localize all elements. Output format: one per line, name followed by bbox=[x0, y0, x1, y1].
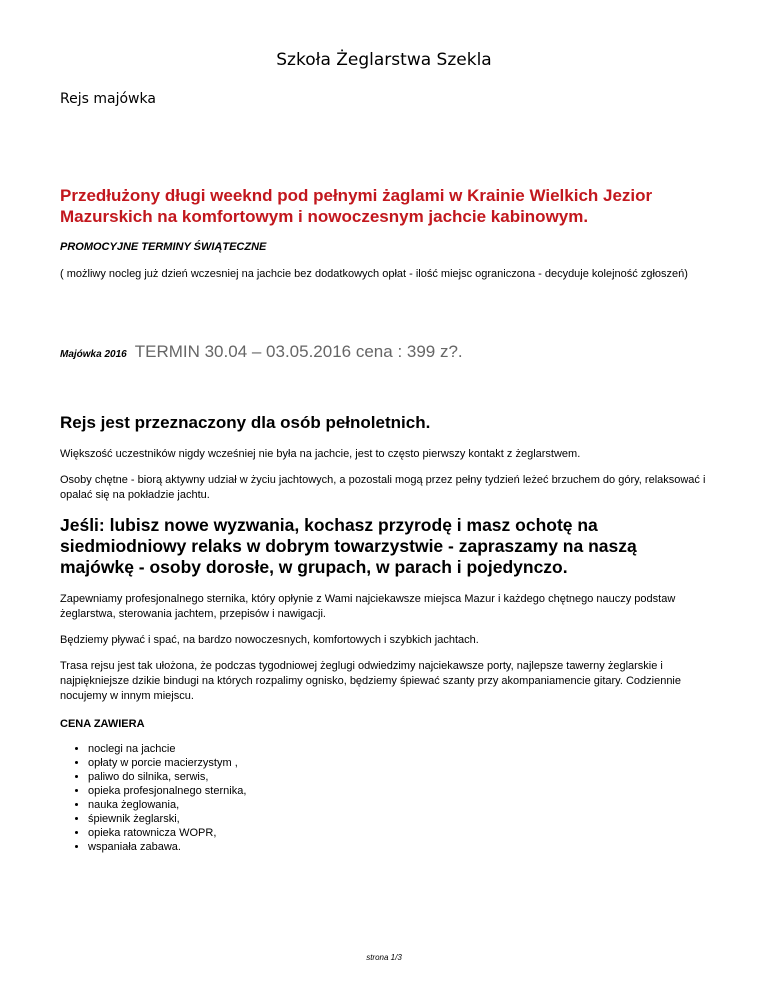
list-item: • paliwo do silnika, serwis, bbox=[88, 770, 710, 784]
price-includes-list bbox=[60, 742, 710, 854]
page-indicator: strona 1/3 bbox=[366, 953, 402, 962]
price-heading: CENA ZAWIERA bbox=[60, 718, 145, 730]
site-title: Szkoła Żeglarstwa Szekla bbox=[276, 50, 492, 70]
term-line bbox=[60, 342, 710, 362]
breadcrumb: Rejs majówka bbox=[60, 91, 156, 107]
list-item: • opłaty w porcie macierzystym , bbox=[88, 756, 710, 770]
accommodation-note: ( możliwy nocleg już dzień wczesniej na jachcie bez dodatkowych opłat - ilość miejsc ograniczona - decyduje kolejność zgłoszeń) bbox=[60, 268, 688, 280]
paragraph-activities: Osoby chętne - biorą aktywny udział w życiu jachtowych, a pozostali mogą przez pełny tydzień leżeć brzuchem do góry, relaksować i opalać się na pokładzie jachtu. bbox=[60, 474, 706, 501]
invite-heading: Jeśli: lubisz nowe wyzwania, kochasz przyrodę i masz ochotę na siedmiodniowy relaks w dobrym towarzystwie - zapraszamy na naszą majówkę - osoby dorosłe, w grupach, w parach i pojedynczo. bbox=[60, 515, 637, 577]
list-item: • wspaniała zabawa. bbox=[88, 840, 710, 854]
paragraph-route: Trasa rejsu jest tak ułożona, że podczas tygodniowej żeglugi odwiedzimy najciekawsze porty, najlepsze tawerny żeglarskie i najpiękniejsze dzikie bindugi na których rozpalimy ognisko, będziemy śpiewać szanty przy akompaniamencie gitary. Codziennie nocujemy w innym miejscu. bbox=[60, 660, 681, 702]
paragraph-skipper: Zapewniamy profesjonalnego sternika, który opłynie z Wami najciekawsze miejsca Mazur i każdego chętnego nauczy podstaw żeglarstwa, sterowania jachtem, przepisów i nawigacji. bbox=[60, 593, 676, 620]
promo-heading: PROMOCYJNE TERMINY ŚWIĄTECZNE bbox=[60, 241, 267, 253]
list-item: • opieka ratownicza WOPR, bbox=[88, 826, 710, 840]
list-item: • nauka żeglowania, bbox=[88, 798, 710, 812]
paragraph-participants: Większość uczestników nigdy wcześniej nie była na jachcie, jest to często pierwszy kontakt z żeglarstwem. bbox=[60, 448, 581, 460]
list-item: • opieka profesjonalnego sternika, bbox=[88, 784, 710, 798]
list-item: • śpiewnik żeglarski, bbox=[88, 812, 710, 826]
list-item: • noclegi na jachcie bbox=[88, 742, 710, 756]
lead-heading: Przedłużony długi weeknd pod pełnymi żaglami w Krainie Wielkich Jezior Mazurskich na komfortowym i nowoczesnym jachcie kabinowym. bbox=[60, 186, 653, 226]
paragraph-yachts: Będziemy pływać i spać, na bardzo nowoczesnych, komfortowych i szybkich jachtach. bbox=[60, 634, 479, 646]
term-label: Majówka 2016 bbox=[60, 349, 127, 360]
term-text: TERMIN 30.04 – 03.05.2016 cena : 399 z?. bbox=[134, 342, 463, 361]
adults-heading: Rejs jest przeznaczony dla osób pełnoletnich. bbox=[60, 413, 431, 432]
article-content bbox=[60, 185, 710, 854]
